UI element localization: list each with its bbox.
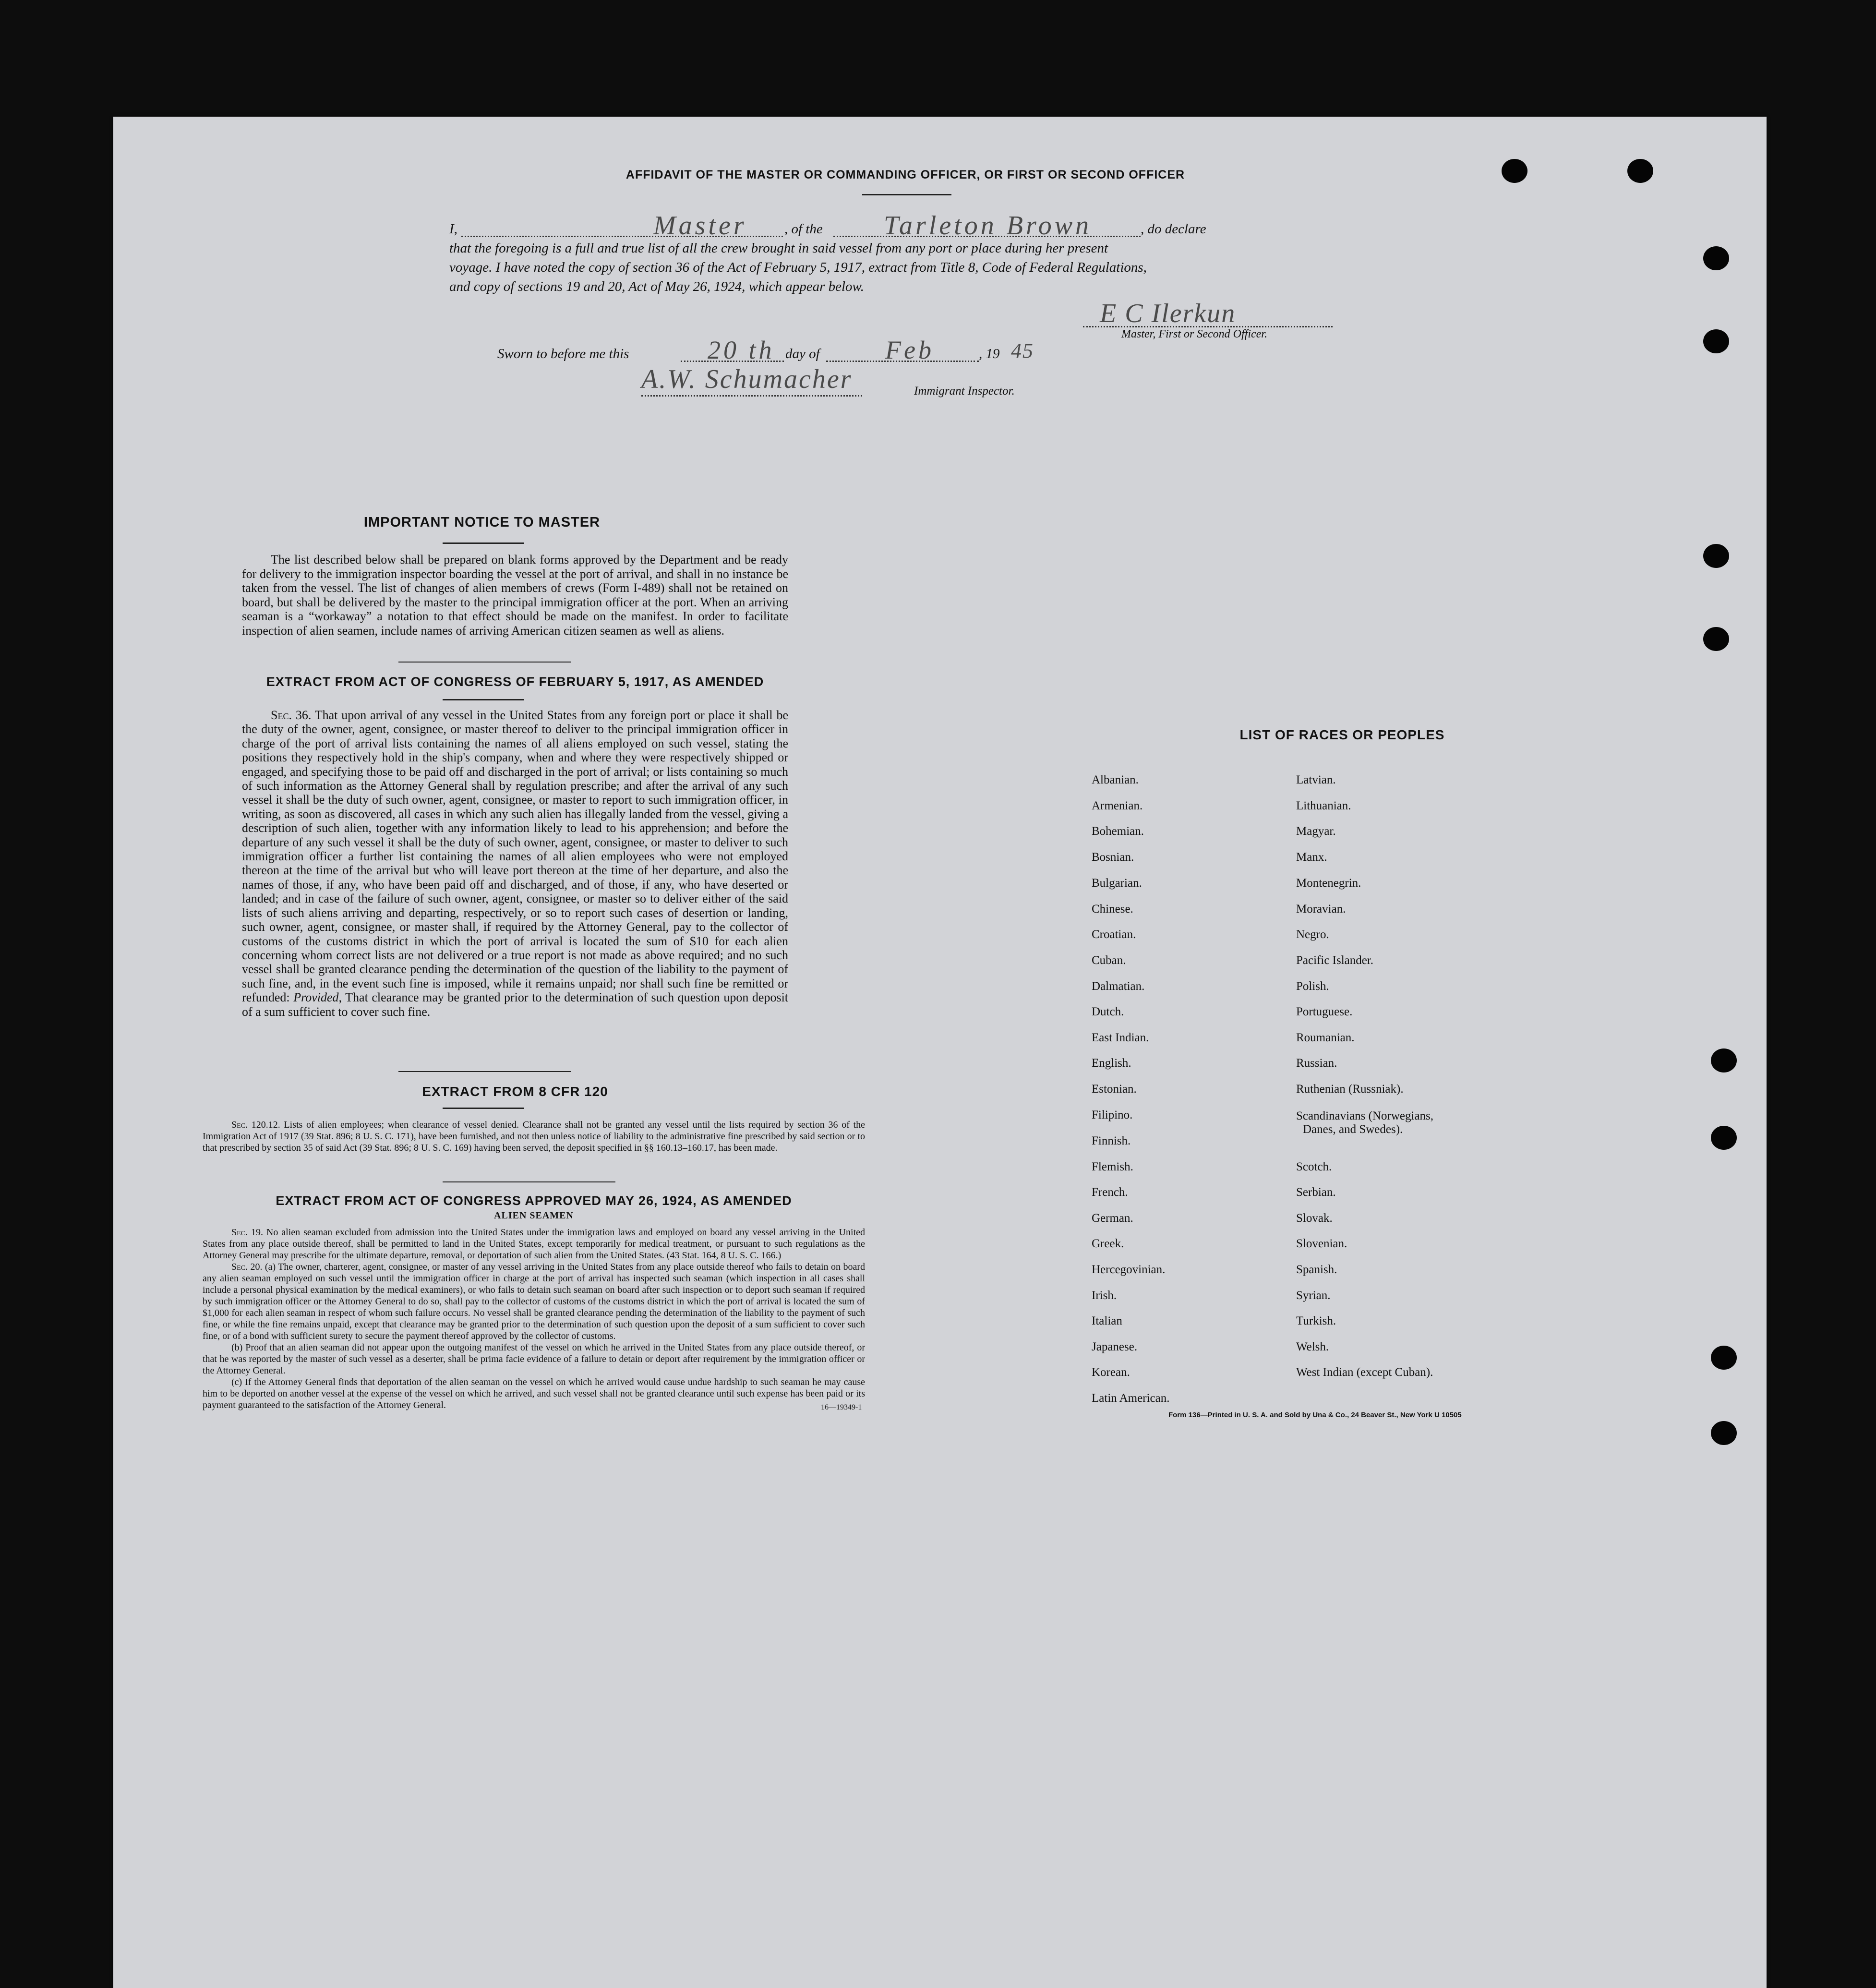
race-item: Pacific Islander. bbox=[1296, 954, 1374, 967]
affidavit-line: and copy of sections 19 and 20, Act of May 26, 1924, which appear below. bbox=[449, 279, 864, 294]
race-item: Syrian. bbox=[1296, 1289, 1331, 1302]
race-item: Latvian. bbox=[1296, 773, 1336, 786]
punch-hole bbox=[1502, 159, 1527, 183]
race-item: Flemish. bbox=[1092, 1160, 1133, 1173]
extract-1917-text bbox=[242, 708, 788, 1019]
affidavit-i-label: I, bbox=[449, 221, 457, 237]
race-item: Lithuanian. bbox=[1296, 799, 1351, 812]
race-item: Finnish. bbox=[1092, 1134, 1131, 1147]
race-item: Croatian. bbox=[1092, 928, 1136, 941]
provided-term: Provided, bbox=[293, 990, 342, 1005]
race-item: Armenian. bbox=[1092, 799, 1143, 812]
race-item: English. bbox=[1092, 1057, 1131, 1070]
race-item: Slovenian. bbox=[1296, 1237, 1347, 1250]
race-item: Cuban. bbox=[1092, 954, 1126, 967]
punch-hole bbox=[1703, 627, 1729, 651]
race-item: Turkish. bbox=[1296, 1314, 1336, 1327]
race-item: Italian bbox=[1092, 1314, 1122, 1327]
races-heading: LIST OF RACES OR PEOPLES bbox=[1239, 727, 1445, 742]
race-item: Chinese. bbox=[1092, 903, 1133, 916]
race-item: Dutch. bbox=[1092, 1005, 1124, 1018]
extract-1924-heading: EXTRACT FROM ACT OF CONGRESS APPROVED MAY 26, 1924, AS AMENDED bbox=[276, 1193, 792, 1208]
inspector-caption: Immigrant Inspector. bbox=[914, 385, 1015, 398]
race-item: French. bbox=[1092, 1186, 1128, 1199]
handwritten-master: Master bbox=[653, 211, 747, 241]
race-item: Bosnian. bbox=[1092, 851, 1134, 864]
race-item: Japanese. bbox=[1092, 1340, 1138, 1353]
race-item: Moravian. bbox=[1296, 903, 1346, 916]
race-item: Filipino. bbox=[1092, 1108, 1133, 1121]
handwritten-month: Feb bbox=[885, 336, 934, 364]
section-20c-body: (c) If the Attorney General finds that deportation of the alien seaman on the vessel on which he arrived would cause undue hardship to such seaman he may cause him to be deported on another vessel at the expense of the vessel on which he arrived, and such vessel shall not be granted clearance until such expense has been paid or its payment guaranteed to the satisfaction of the Attorney General. bbox=[203, 1377, 865, 1410]
race-item: Greek. bbox=[1092, 1237, 1124, 1250]
divider bbox=[443, 699, 524, 700]
divider bbox=[443, 542, 524, 544]
race-item: Welsh. bbox=[1296, 1340, 1329, 1353]
divider bbox=[443, 1181, 615, 1182]
punch-hole bbox=[1703, 544, 1729, 568]
handwritten-vessel-name: Tarleton Brown bbox=[884, 211, 1092, 241]
affidavit-line: that the foregoing is a full and true list of all the crew brought in said vessel from any port or place during her present bbox=[449, 241, 1108, 256]
race-item: Spanish. bbox=[1296, 1263, 1337, 1276]
race-item: Russian. bbox=[1296, 1057, 1337, 1070]
punch-hole bbox=[1703, 246, 1729, 270]
section-36-body: That upon arrival of any vessel in the United States from any foreign port or place it shall be the duty of the owner, agent, consignee, or master thereof to deliver to the principal immigration officer in charge of the port of arrival lists containing the names of all aliens employed on such vessel, stating the positions they respectively hold in the ship's company, when and where they were respectively shipped or engaged, and specifying those to be paid off and discharged in the port of arrival; or lists containing so much of such information as the Attorney General shall by regulation prescribe; and after the arrival of any such vessel it shall be the duty of such owner, agent, consignee, or master to report to such immigration officer, in writing, as soon as discovered, all cases in which any such alien has illegally landed from the vessel, giving a description of such alien, together with any information likely to lead to his apprehension; and before the departure of any such vessel it shall be the duty of such owner, agent, consignee, or master to deliver to such immigration officer a further list containing the names of all alien employees who were not employed thereon at the time of the arrival but who will leave port thereon at the time of her departure, and also the names of those, if any, who have been paid off and discharged, and of those, if any, who have deserted or landed; and in case of the failure of such owner, agent, consignee, or master so to deliver either of the said lists of such aliens arriving and departing, respectively, or so to report such cases of desertion or landing, such owner, agent, consignee, or master shall, if required by the Attorney General, pay to the collector of customs of the customs district in which the port of arrival is located the sum of $10 for each alien concerning whom correct lists are not delivered or a true report is not made as above required; and no such vessel shall be granted clearance pending the determination of the question of the liability to the payment of such fine, and, in the event such fine is imposed, while it remains unpaid; nor shall such fine be remitted or refunded: bbox=[242, 708, 788, 1005]
section-36-end: That clearance may be granted prior to the determination of such question upon deposit of a sum sufficient to cover such fine. bbox=[242, 990, 789, 1019]
race-item: Irish. bbox=[1092, 1289, 1117, 1302]
divider bbox=[398, 662, 571, 663]
punch-hole bbox=[1627, 159, 1653, 183]
section-19-body: No alien seaman excluded from admission into the United States under the immigration laws and employed on board any vessel arriving in the United States from any place outside thereof, shall be permitted to land in the United States, except temporarily for medical treatment, or pursuant to such regulations as the Attorney General may prescribe for the ultimate departure, removal, or deportation of such alien from the United States. (43 Stat. 164, 8 U. S. C. 166.) bbox=[203, 1227, 866, 1261]
race-item: Latin American. bbox=[1092, 1392, 1170, 1405]
affidavit-do-declare: , do declare bbox=[1141, 221, 1206, 237]
race-item: Montenegrin. bbox=[1296, 877, 1361, 890]
handwritten-year: 45 bbox=[1011, 339, 1034, 362]
form-footer-note: Form 136—Printed in U. S. A. and Sold by Una & Co., 24 Beaver St., New York U 10505 bbox=[1168, 1411, 1462, 1419]
race-item: Roumanian. bbox=[1296, 1031, 1355, 1044]
notice-heading: IMPORTANT NOTICE TO MASTER bbox=[363, 515, 601, 530]
document-page bbox=[113, 117, 1767, 1988]
race-item: Bulgarian. bbox=[1092, 877, 1142, 890]
section-label: Sec. 36. bbox=[271, 708, 312, 722]
sworn-year-prefix: , 19 bbox=[979, 346, 1000, 361]
race-item: Estonian. bbox=[1092, 1083, 1137, 1096]
cfr-heading: EXTRACT FROM 8 CFR 120 bbox=[422, 1084, 608, 1099]
punch-hole bbox=[1711, 1048, 1737, 1072]
handwritten-inspector: A.W. Schumacher bbox=[641, 364, 853, 394]
section-20a-body: (a) The owner, charterer, agent, consignee, or master of any vessel arriving in the United States from any place outside thereof who fails to detain on board any alien seaman employed on such vessel until the immigration officer in charge at the port of arrival has inspected such seaman (which inspection in all cases shall include a personal physical examination by the medical examiners), or who fails to detain such seaman on board after such inspection or to deport such seaman if required by such immigration officer or the Attorney General to do so, shall pay to the collector of customs of the customs district in which the port of arrival is located the sum of $1,000 for each alien seaman in respect of whom such failure occurs. No vessel shall be granted clearance pending the determination of the liability to the payment of such fine, or while the fine remains unpaid, except that clearance may be granted prior to the determination of such question upon the deposit of a sum sufficient to cover such fine, or of a bond with sufficient surety to secure the payment thereof approved by the collector of customs. bbox=[203, 1262, 866, 1341]
section-label: Sec. 120.12. bbox=[231, 1120, 280, 1130]
race-item: East Indian. bbox=[1092, 1031, 1149, 1044]
punch-hole bbox=[1711, 1346, 1737, 1370]
race-item: Magyar. bbox=[1296, 825, 1336, 838]
section-20b-body: (b) Proof that an alien seaman did not appear upon the outgoing manifest of the vessel on which he arrived in the United States from any place outside thereof, or that he was reported by the master of such vessel as a deserter, shall be prima facie evidence of a failure to detain or deport after requirement by the immigration officer or the Attorney General. bbox=[203, 1342, 865, 1376]
race-item: Negro. bbox=[1296, 928, 1329, 941]
punch-hole bbox=[1703, 329, 1729, 353]
notice-body: The list described below shall be prepared on blank forms approved by the Department and be ready for delivery to the immigration inspector boarding the vessel at the port of arrival, and shall in no instance be taken from the vessel. The list of changes of alien members of crews (Form I-489) shall not be retained on board, but shall be delivered by the master to the principal immigration officer at the port. When an arriving seaman is a “workaway” a notation to that effect should be made on the manifest. In order to facilitate inspection of alien seamen, include names of arriving American citizen seamen as well as aliens. bbox=[242, 553, 788, 638]
section-label: Sec. 19. bbox=[231, 1227, 263, 1238]
cfr-text bbox=[203, 1119, 865, 1154]
punch-hole bbox=[1711, 1421, 1737, 1445]
handwritten-day: 20 th bbox=[708, 336, 775, 364]
dotted-line bbox=[641, 395, 862, 397]
divider bbox=[398, 1071, 571, 1072]
alien-seamen-subheading: ALIEN SEAMEN bbox=[494, 1210, 574, 1221]
race-item: Danes, and Swedes). bbox=[1303, 1123, 1403, 1136]
race-item: Portuguese. bbox=[1296, 1005, 1353, 1018]
divider bbox=[443, 1108, 524, 1109]
sworn-label: Sworn to before me this bbox=[497, 346, 629, 361]
race-item: Albanian. bbox=[1092, 773, 1139, 786]
race-item: Polish. bbox=[1296, 980, 1329, 993]
form-code: 16—19349-1 bbox=[821, 1403, 862, 1411]
affidavit-line: voyage. I have noted the copy of section 36 of the Act of February 5, 1917, extract from Title 8, Code of Federal Regulations, bbox=[449, 260, 1147, 275]
extract-1924-text bbox=[203, 1227, 865, 1411]
master-caption: Master, First or Second Officer. bbox=[1121, 328, 1267, 340]
handwritten-signature: E C Ilerkun bbox=[1100, 299, 1236, 328]
race-item: German. bbox=[1092, 1212, 1133, 1225]
race-item: West Indian (except Cuban). bbox=[1296, 1366, 1433, 1379]
race-item: Hercegovinian. bbox=[1092, 1263, 1166, 1276]
section-label: Sec. 20. bbox=[231, 1262, 263, 1272]
punch-hole bbox=[1711, 1126, 1737, 1150]
divider bbox=[862, 194, 951, 195]
race-item: Manx. bbox=[1296, 851, 1327, 864]
race-item: Scotch. bbox=[1296, 1160, 1332, 1173]
dotted-line bbox=[1083, 326, 1333, 327]
race-item: Slovak. bbox=[1296, 1212, 1333, 1225]
extract-1917-heading: EXTRACT FROM ACT OF CONGRESS OF FEBRUARY 5, 1917, AS AMENDED bbox=[266, 675, 764, 689]
affidavit-heading: AFFIDAVIT OF THE MASTER OR COMMANDING OFFICER, OR FIRST OR SECOND OFFICER bbox=[625, 168, 1185, 181]
affidavit-of-the: , of the bbox=[784, 221, 823, 237]
cfr-body: Lists of alien employees; when clearance of vessel denied. Clearance shall not be granted any vessel until the lists required by section 36 of the Immigration Act of 1917 (39 Stat. 896; 8 U. S. C. 171), have been furnished, and not then unless notice of liability to the administrative fine prescribed by said section or to that prescribed by section 35 of said Act (39 Stat. 896; 8 U. S. C. 169) having been served, the deposit specified in §§ 160.13–160.17, has been made. bbox=[203, 1120, 865, 1153]
race-item: Serbian. bbox=[1296, 1186, 1336, 1199]
race-item: Ruthenian (Russniak). bbox=[1296, 1083, 1404, 1096]
race-item: Bohemian. bbox=[1092, 825, 1144, 838]
race-item: Scandinavians (Norwegians, bbox=[1296, 1109, 1434, 1122]
race-item: Korean. bbox=[1092, 1366, 1130, 1379]
sworn-day-of: day of bbox=[785, 346, 820, 361]
notice-text bbox=[242, 553, 788, 638]
race-item: Dalmatian. bbox=[1092, 980, 1145, 993]
